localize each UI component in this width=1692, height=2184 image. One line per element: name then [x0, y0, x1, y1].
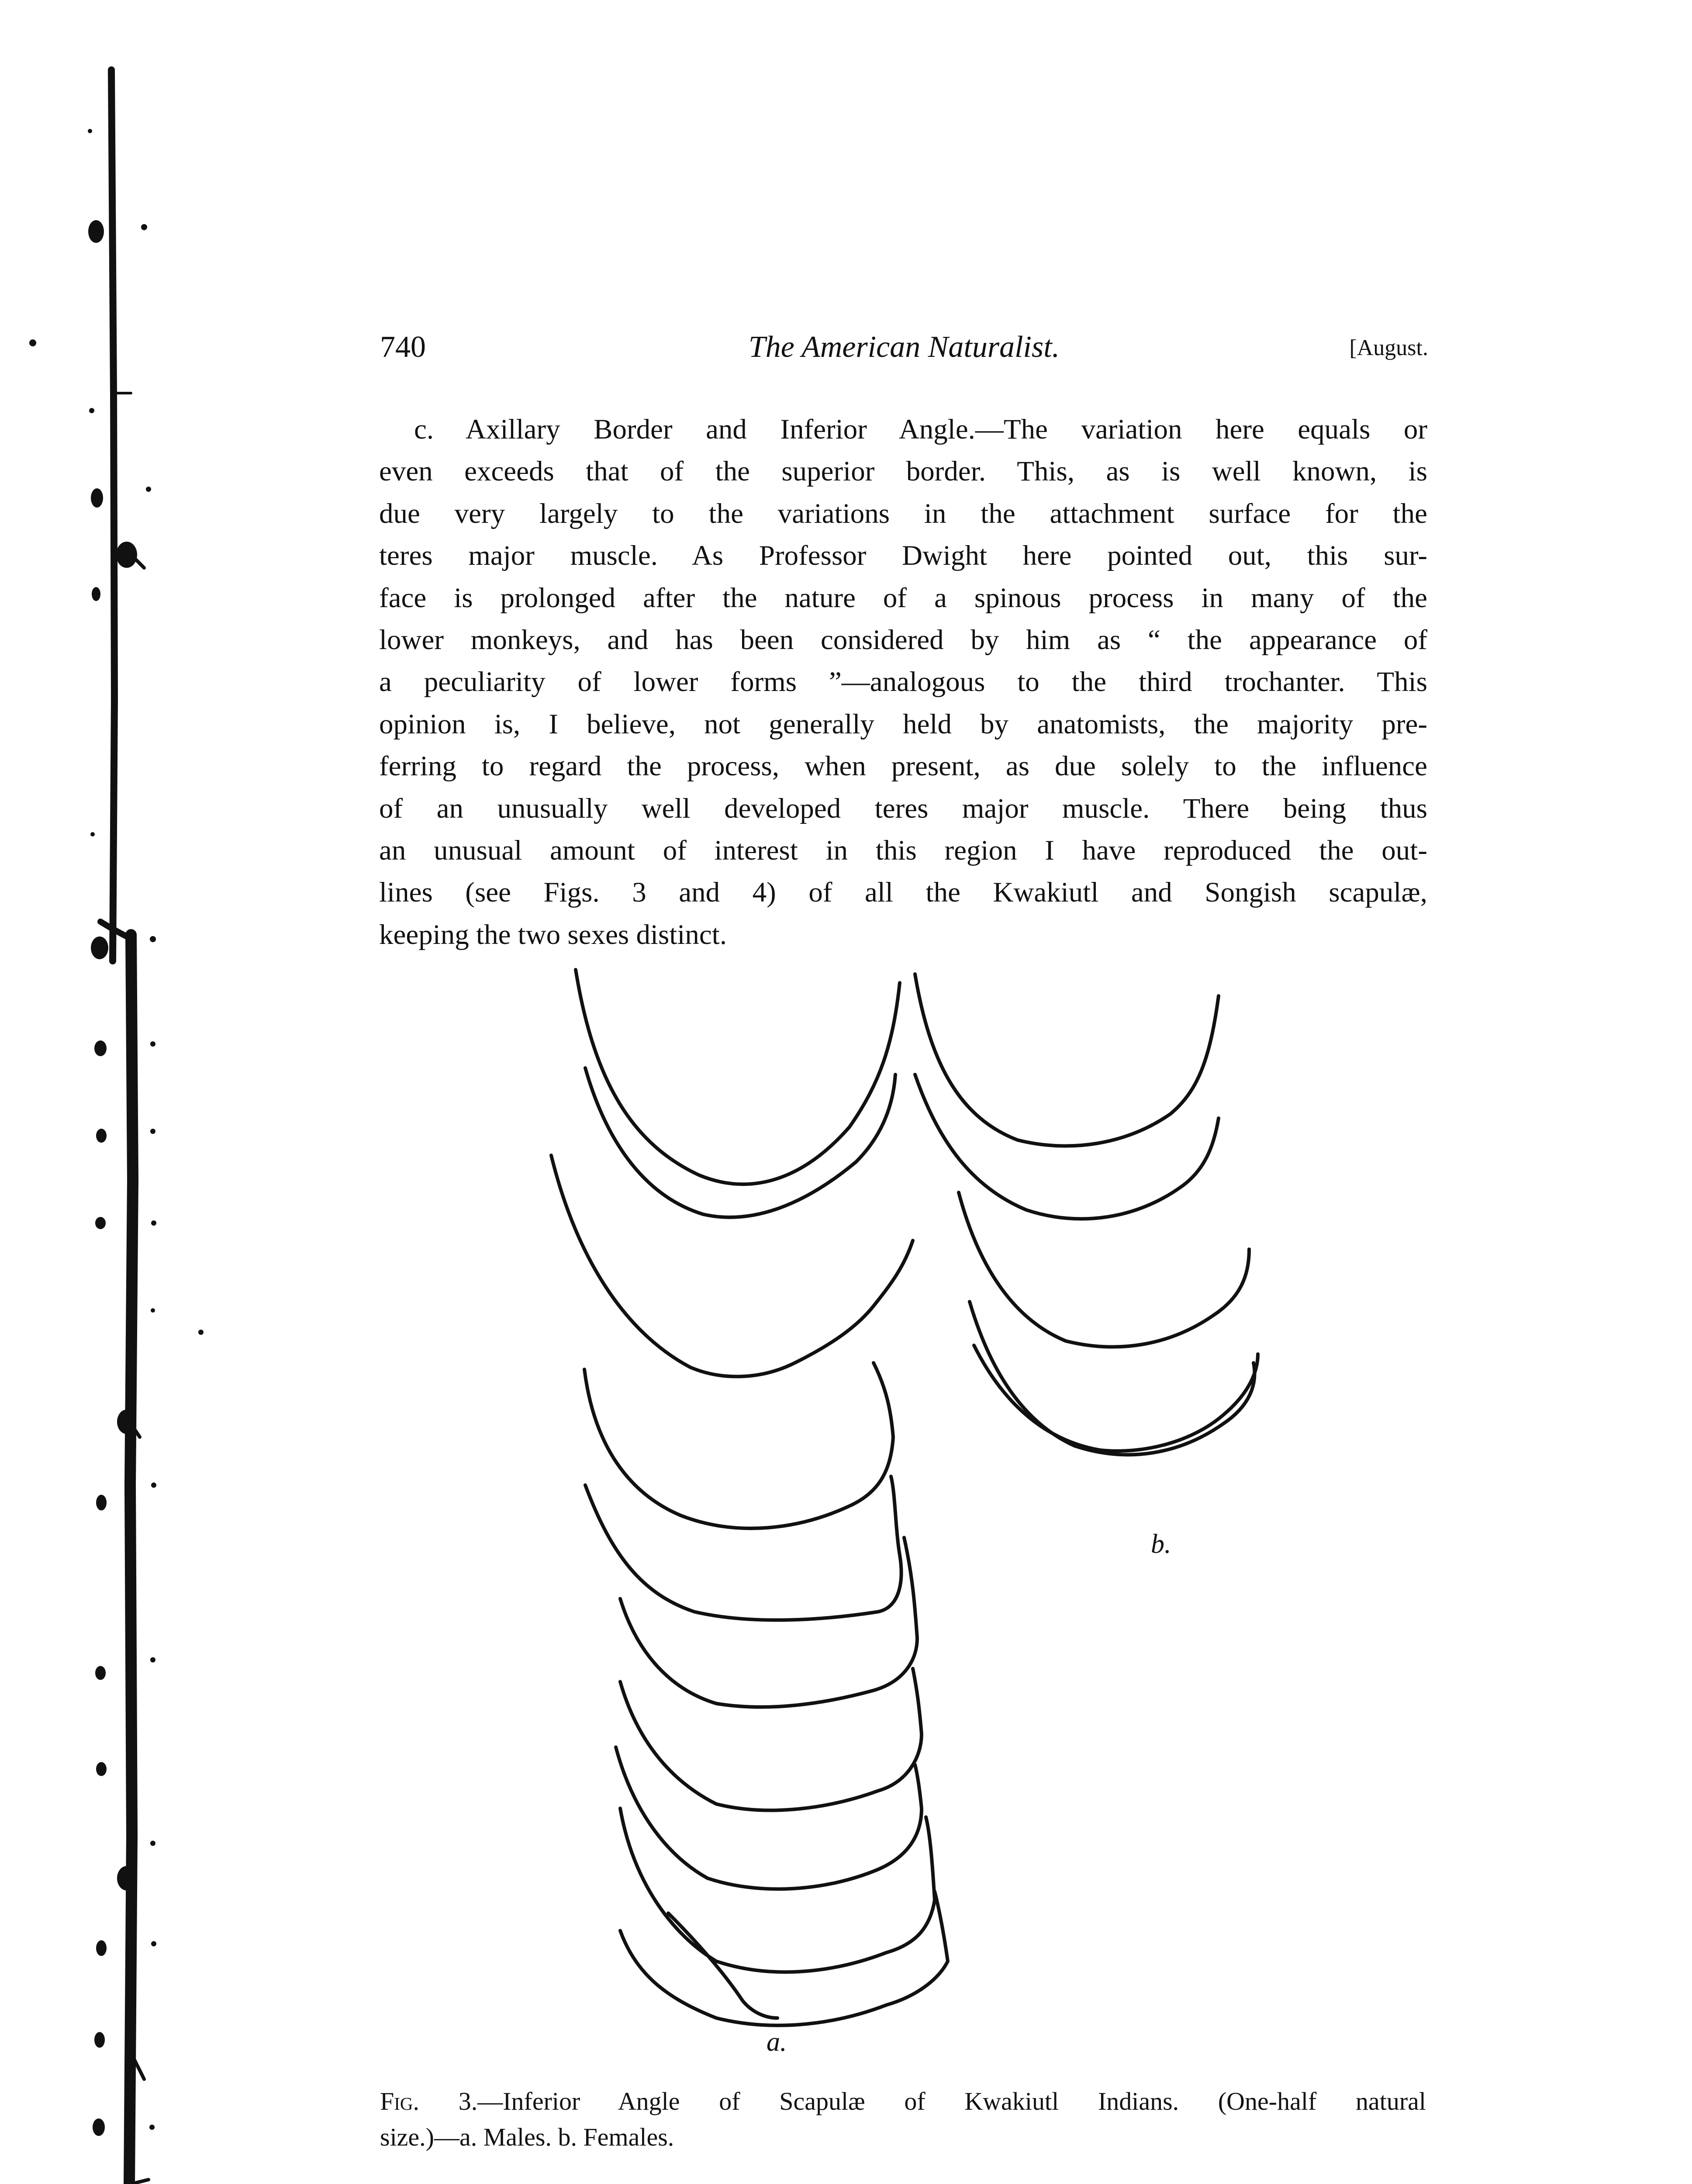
outline-a8 — [616, 1747, 922, 1889]
text-line: due very largely to the variations in the attachment surface for the — [379, 498, 1427, 529]
outline-a4 — [584, 1363, 893, 1528]
text-line: a peculiarity of lower forms ”—analogous to the third trochanter. This — [379, 666, 1427, 698]
text-line: teres major muscle. As Professor Dwight here pointed out, this sur- — [379, 540, 1427, 572]
figure-caption — [380, 2084, 1426, 2155]
text-line: ferring to regard the process, when present, as due solely to the influence — [379, 750, 1427, 782]
caption-text: —Inferior Angle of Scapulæ of Kwakiutl Indians. (One-half natural — [477, 2087, 1426, 2115]
running-head — [380, 330, 1428, 378]
outline-a3 — [551, 1155, 913, 1376]
figure-label-a: a. — [767, 2027, 787, 2057]
outline-a2 — [585, 1068, 895, 1217]
text-line: opinion is, I believe, not generally held by anatomists, the majority pre- — [379, 708, 1427, 740]
journal-title: The American Naturalist. — [748, 330, 1060, 364]
caption-line: size.)—a. Males. b. Females. — [380, 2123, 674, 2151]
running-head-month: [August. — [1349, 335, 1428, 360]
outline-b4 — [970, 1302, 1254, 1455]
outline-a10 — [620, 1891, 948, 2025]
figure-label-b: b. — [1151, 1529, 1171, 1559]
text-line: even exceeds that of the superior border. This, as is well known, is — [379, 456, 1427, 487]
text-line: face is prolonged after the nature of a spinous process in many of the — [379, 582, 1427, 614]
body-paragraph — [379, 408, 1427, 956]
outline-a5 — [585, 1476, 901, 1620]
binding-edge — [0, 0, 245, 2184]
outline-a6 — [620, 1538, 917, 1707]
text-line: an unusual amount of interest in this region I have reproduced the out- — [379, 835, 1427, 867]
scapula-outlines-figure — [502, 961, 1332, 2079]
text-line: of an unusually well developed teres major muscle. There being thus — [379, 792, 1427, 824]
text-line: lower monkeys, and has been considered by him as “ the appearance of — [379, 624, 1427, 656]
text-line: keeping the two sexes distinct. — [379, 919, 727, 950]
caption-line — [380, 2084, 1426, 2119]
page-number: 740 — [380, 330, 426, 364]
text-line: c. Axillary Border and Inferior Angle.—The variation here equals or — [414, 414, 1427, 445]
text-line: lines (see Figs. 3 and 4) of all the Kwakiutl and Songish scapulæ, — [379, 877, 1427, 909]
caption-fig-number: Fig. 3. — [380, 2087, 478, 2115]
outline-b1 — [915, 974, 1219, 1146]
